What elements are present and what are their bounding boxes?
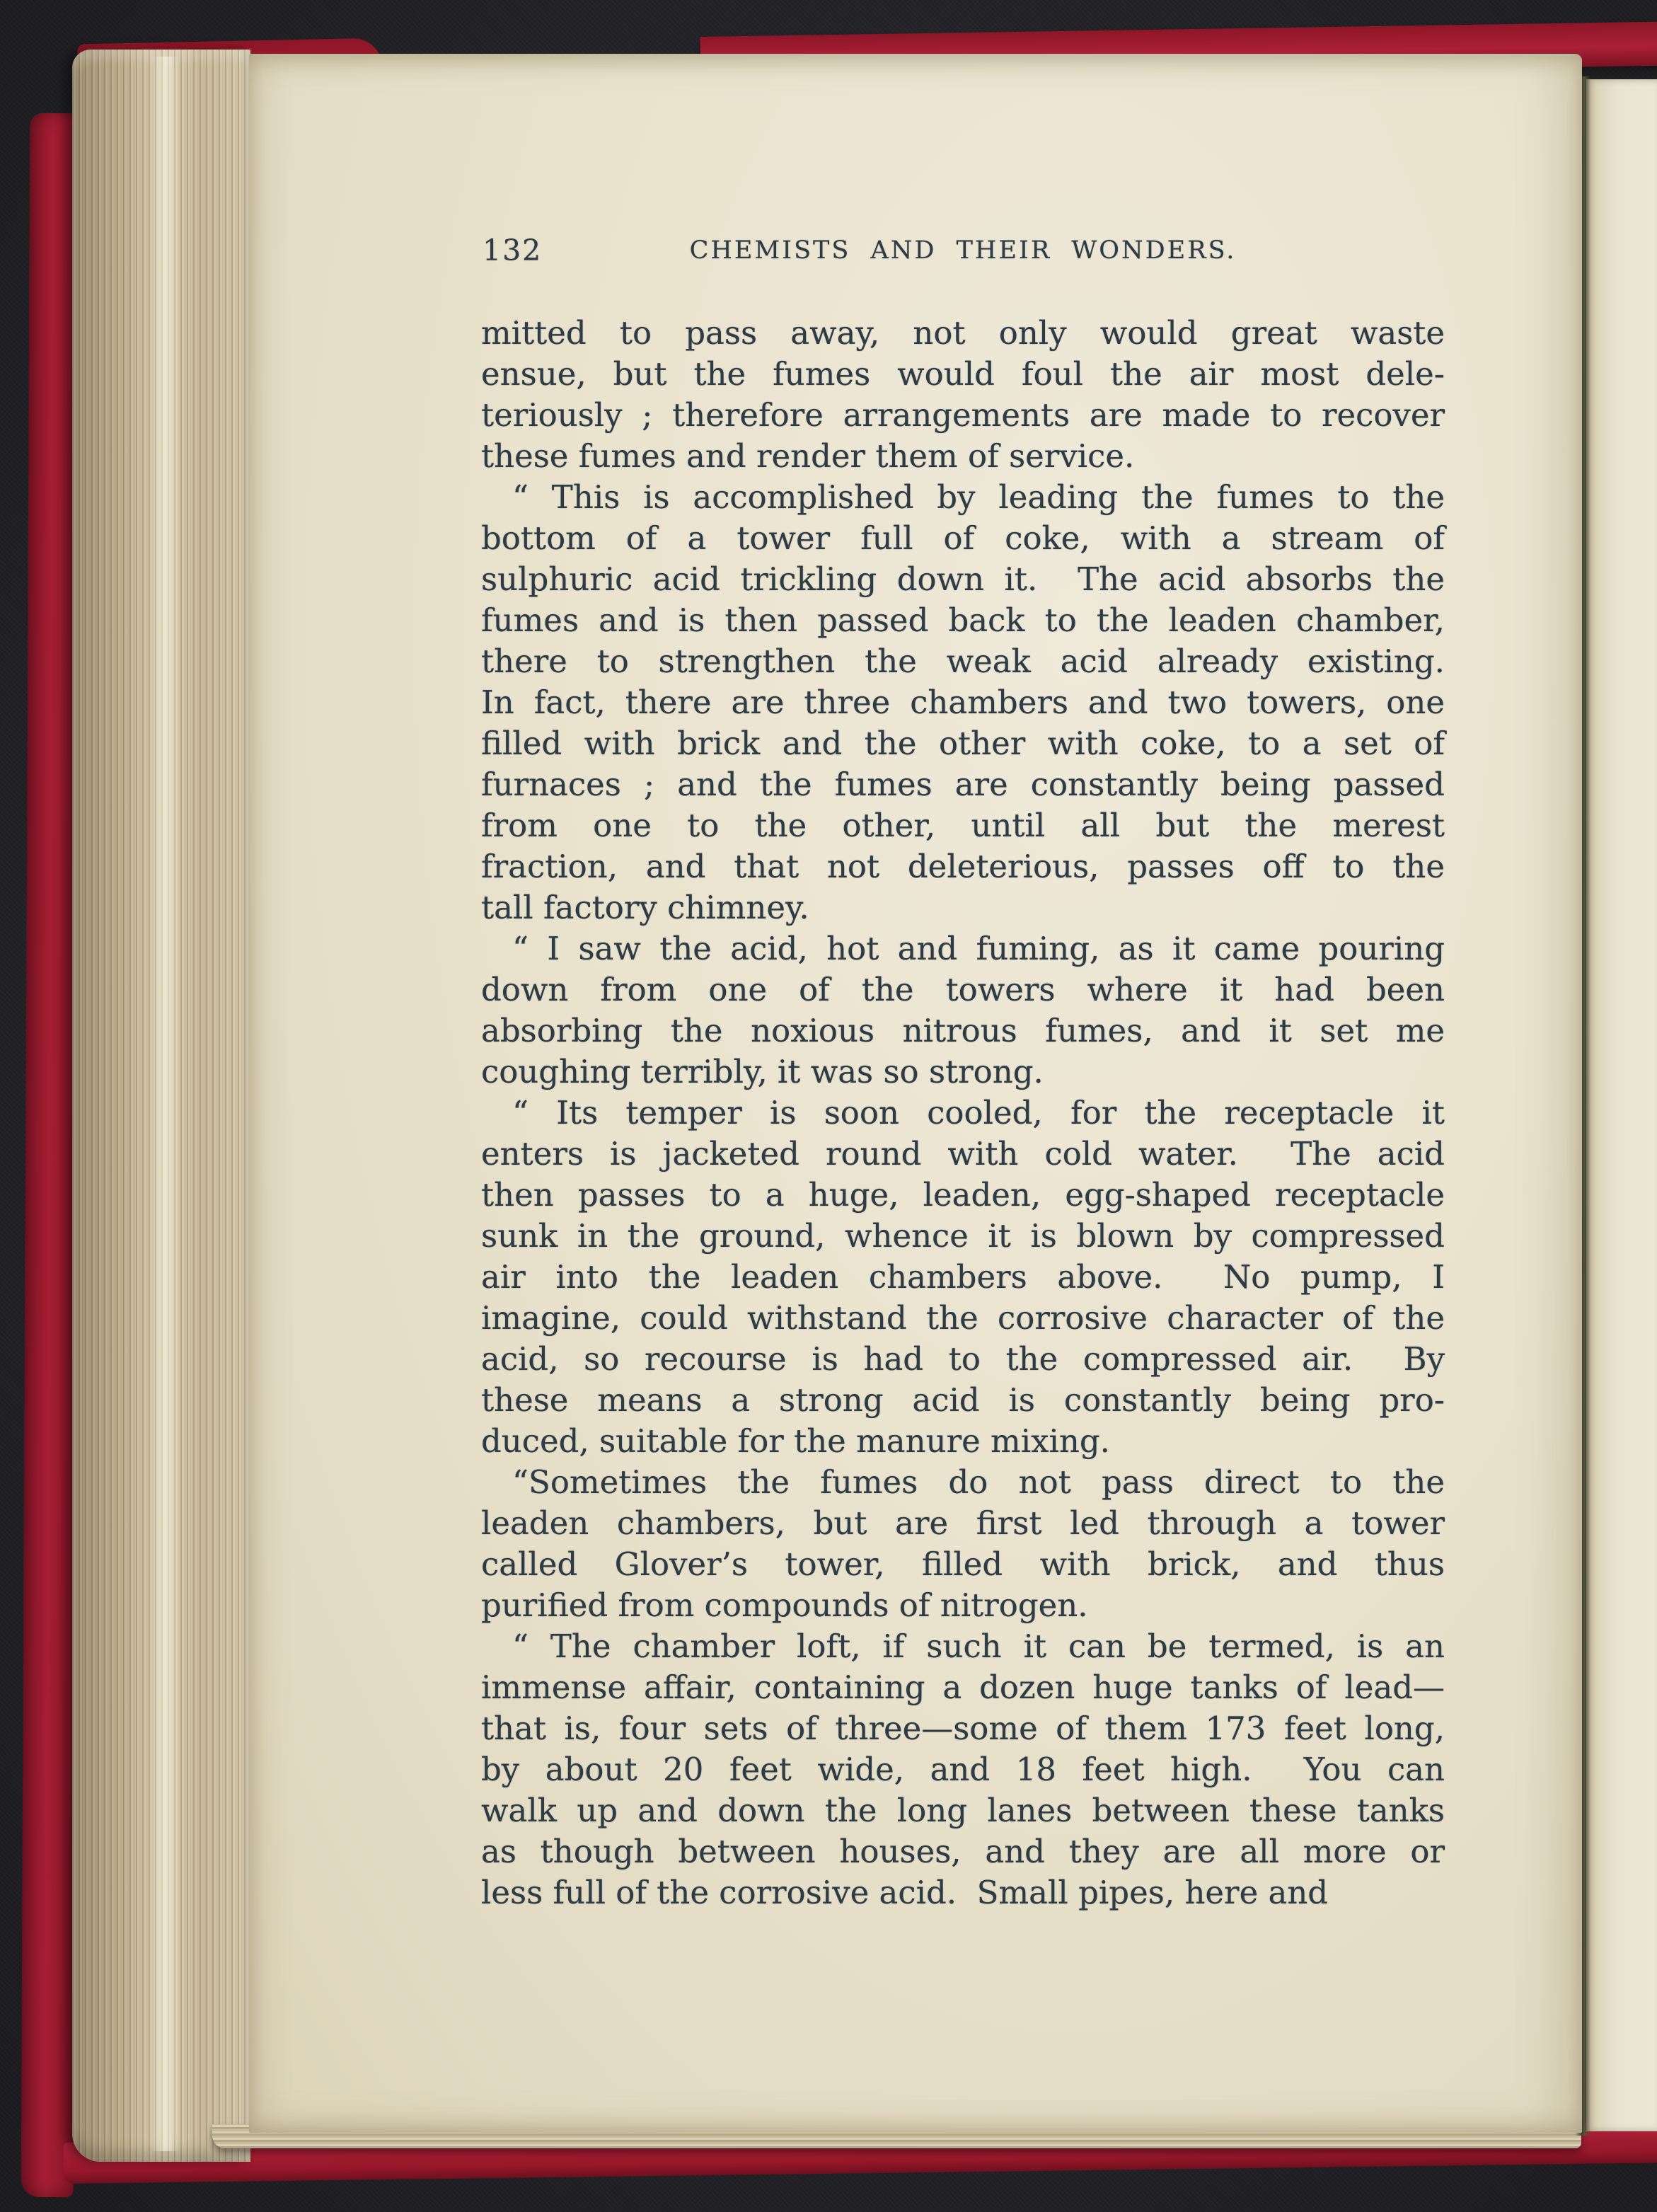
text-line: leaden chambers, but are first led through a tower bbox=[481, 1504, 1445, 1542]
text-line: filled with brick and the other with coke, to a set of bbox=[481, 725, 1445, 762]
text-line: “ The chamber loft, if such it can be termed, is an bbox=[512, 1628, 1445, 1665]
text-line: sunk in the ground, whence it is blown by compressed bbox=[481, 1217, 1445, 1255]
text-line: acid, so recourse is had to the compressed air. By bbox=[481, 1340, 1445, 1378]
text-line: duced, suitable for the manure mixing. bbox=[481, 1422, 1110, 1460]
text-line: as though between houses, and they are all more or bbox=[481, 1833, 1445, 1870]
paragraph bbox=[481, 477, 1445, 928]
text-line: imagine, could withstand the corrosive character of the bbox=[481, 1299, 1445, 1337]
text-line: teriously ; therefore arrangements are made to recover bbox=[481, 396, 1445, 434]
text-block bbox=[481, 313, 1445, 1913]
paragraph bbox=[481, 928, 1445, 1093]
text-line: purified from compounds of nitrogen. bbox=[481, 1586, 1088, 1624]
text-line: fraction, and that not deleterious, passes off to the bbox=[481, 848, 1445, 885]
book-page bbox=[249, 54, 1582, 2133]
text-line: down from one of the towers where it had been bbox=[481, 971, 1445, 1008]
text-line: by about 20 feet wide, and 18 feet high. You can bbox=[481, 1751, 1445, 1788]
text-line: ensue, but the fumes would foul the air most dele- bbox=[481, 355, 1445, 393]
text-line: that is, four sets of three—some of them 173 feet long, bbox=[481, 1710, 1445, 1747]
text-line: absorbing the noxious nitrous fumes, and it set me bbox=[481, 1012, 1445, 1049]
text-line: then passes to a huge, leaden, egg-shaped receptacle bbox=[481, 1176, 1445, 1214]
running-header: CHEMISTS AND THEIR WONDERS. bbox=[689, 236, 1237, 265]
text-line: called Glover’s tower, filled with brick, and thus bbox=[481, 1545, 1445, 1583]
text-line: furnaces ; and the fumes are constantly being passed bbox=[481, 766, 1445, 803]
paragraph bbox=[481, 1093, 1445, 1462]
text-line: mitted to pass away, not only would great waste bbox=[481, 314, 1445, 352]
text-line: from one to the other, until all but the merest bbox=[481, 807, 1445, 844]
text-line: “ This is accomplished by leading the fumes to the bbox=[512, 478, 1445, 516]
paragraph bbox=[481, 1462, 1445, 1626]
text-line: bottom of a tower full of coke, with a stream of bbox=[481, 519, 1445, 557]
text-line: coughing terribly, it was so strong. bbox=[481, 1053, 1044, 1090]
page-number: 132 bbox=[483, 234, 543, 267]
page-header bbox=[481, 232, 1445, 269]
text-line: “ Its temper is soon cooled, for the receptacle it bbox=[512, 1094, 1445, 1131]
text-line: there to strengthen the weak acid already existing. bbox=[481, 643, 1445, 680]
text-line: tall factory chimney. bbox=[481, 889, 809, 926]
text-line: these fumes and render them of service. bbox=[481, 437, 1135, 475]
facing-page bbox=[1586, 79, 1657, 2131]
text-line: enters is jacketed round with cold water. The acid bbox=[481, 1135, 1445, 1173]
text-line: fumes and is then passed back to the leaden chamber, bbox=[481, 601, 1445, 639]
text-line: air into the leaden chambers above. No pump, I bbox=[481, 1258, 1445, 1296]
text-line: walk up and down the long lanes between these tanks bbox=[481, 1792, 1445, 1829]
text-line: In fact, there are three chambers and two towers, one bbox=[481, 684, 1445, 721]
page-stack-highlight bbox=[151, 57, 180, 2151]
paragraph bbox=[481, 1626, 1445, 1913]
text-line: “ I saw the acid, hot and fuming, as it came pouring bbox=[512, 930, 1445, 967]
text-line: “Sometimes the fumes do not pass direct to the bbox=[512, 1463, 1445, 1501]
text-line: sulphuric acid trickling down it. The acid absorbs the bbox=[481, 560, 1445, 598]
text-line: less full of the corrosive acid. Small pipes, here and bbox=[481, 1874, 1329, 1911]
paragraph bbox=[481, 313, 1445, 477]
text-line: immense affair, containing a dozen huge tanks of lead— bbox=[481, 1669, 1445, 1706]
text-line: these means a strong acid is constantly being pro- bbox=[481, 1381, 1445, 1419]
